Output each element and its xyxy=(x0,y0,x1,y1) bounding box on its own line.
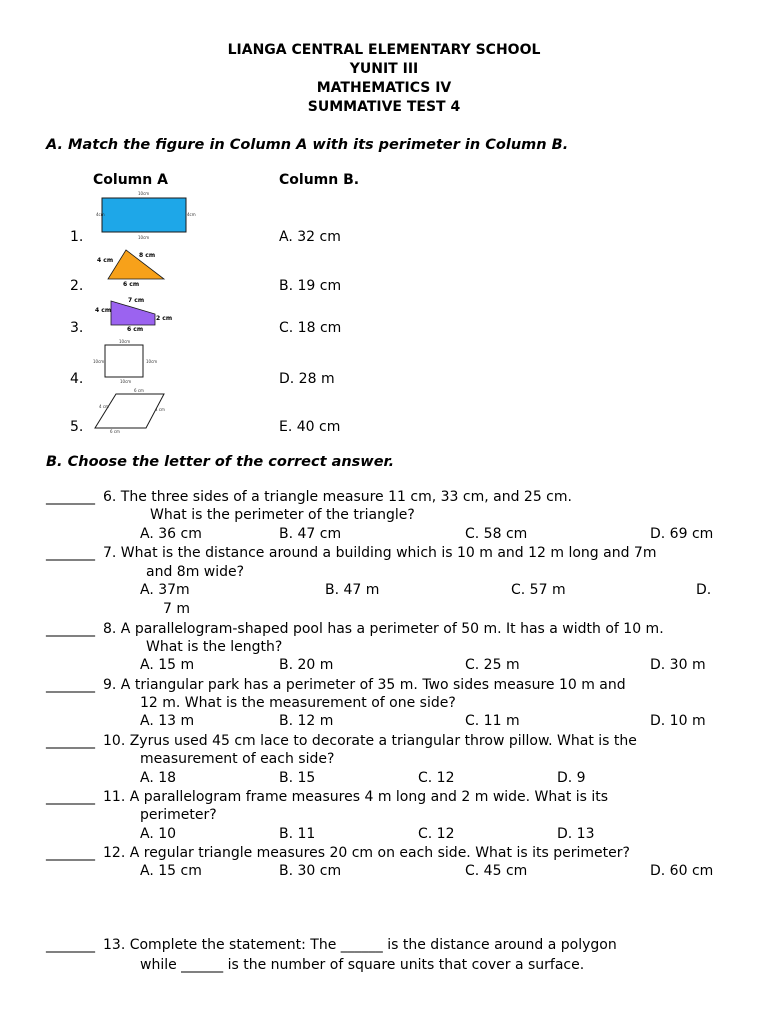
q10-choice-b: B. 15 xyxy=(279,770,316,786)
parallelogram-right-label: 4 cm xyxy=(155,407,165,412)
q8-choice-d: D. 30 m xyxy=(650,657,706,673)
trapezoid-right-label: 2 cm xyxy=(156,315,173,322)
q11-choice-d: D. 13 xyxy=(557,826,595,842)
question-6-cont: What is the perimeter of the triangle? xyxy=(150,507,415,523)
parallelogram-bottom-label: 6 cm xyxy=(110,429,120,434)
q7-choice-a: A. 37m xyxy=(140,582,190,598)
figure-square xyxy=(92,338,158,386)
part-a-instruction: A. Match the figure in Column A with its perimeter in Column B. xyxy=(46,137,569,153)
rect-left-label: 4cm xyxy=(96,212,105,217)
q9-choice-b: B. 12 m xyxy=(279,713,334,729)
q7-choice-d-value: 7 m xyxy=(163,601,190,617)
q7-choice-d: D. xyxy=(696,582,712,598)
school-name: LIANGA CENTRAL ELEMENTARY SCHOOL xyxy=(227,42,541,58)
q12-choice-d: D. 60 cm xyxy=(650,863,714,879)
question-8: 8. A parallelogram-shaped pool has a perimeter of 50 m. It has a width of 10 m. xyxy=(103,621,664,637)
square-right-label: 10cm xyxy=(146,359,158,364)
unit-title: YUNIT III xyxy=(349,61,419,77)
answer-a: A. 32 cm xyxy=(279,229,341,245)
parallelogram-left-label: 4 cm xyxy=(99,404,109,409)
trapezoid-left-label: 4 cm xyxy=(95,307,112,314)
q9-choice-a: A. 13 m xyxy=(140,713,195,729)
answer-blank: _______ xyxy=(46,489,95,505)
q8-choice-c: C. 25 m xyxy=(465,657,520,673)
square-top-label: 10cm xyxy=(119,339,131,344)
item-number-1: 1. xyxy=(70,229,84,245)
question-12: 12. A regular triangle measures 20 cm on each side. What is its perimeter? xyxy=(103,845,630,861)
answer-c: C. 18 cm xyxy=(279,320,342,336)
triangle-side-b-label: 8 cm xyxy=(139,252,156,259)
answer-blank: _______ xyxy=(46,545,95,561)
answer-blank: _______ xyxy=(46,677,95,693)
item-number-4: 4. xyxy=(70,371,84,387)
answer-e: E. 40 cm xyxy=(279,419,341,435)
trapezoid-top-label: 7 cm xyxy=(128,297,145,304)
answer-blank: _______ xyxy=(46,937,95,953)
q11-choice-a: A. 10 xyxy=(140,826,177,842)
question-11-cont: perimeter? xyxy=(140,807,217,823)
q7-choice-b: B. 47 m xyxy=(325,582,380,598)
q8-choice-a: A. 15 m xyxy=(140,657,195,673)
question-7-cont: and 8m wide? xyxy=(146,564,245,580)
q6-choice-a: A. 36 cm xyxy=(140,526,202,542)
answer-blank: _______ xyxy=(46,621,95,637)
question-7: 7. What is the distance around a building which is 10 m and 12 m long and 7m xyxy=(103,545,657,561)
question-10: 10. Zyrus used 45 cm lace to decorate a triangular throw pillow. What is the xyxy=(103,733,637,749)
column-b-header: Column B. xyxy=(279,172,360,188)
item-number-2: 2. xyxy=(70,278,84,294)
q12-choice-a: A. 15 cm xyxy=(140,863,202,879)
question-8-cont: What is the length? xyxy=(146,639,283,655)
triangle-side-c-label: 6 cm xyxy=(123,281,140,288)
q10-choice-c: C. 12 xyxy=(418,770,455,786)
question-6: 6. The three sides of a triangle measure 11 cm, 33 cm, and 25 cm. xyxy=(103,489,572,505)
item-number-5: 5. xyxy=(70,419,84,435)
answer-blank: _______ xyxy=(46,845,95,861)
q9-choice-c: C. 11 m xyxy=(465,713,520,729)
square-left-label: 10cm xyxy=(93,359,105,364)
question-9: 9. A triangular park has a perimeter of 35 m. Two sides measure 10 m and xyxy=(103,677,626,693)
subject-title: MATHEMATICS IV xyxy=(316,80,452,96)
column-a-header: Column A xyxy=(93,172,168,188)
answer-b: B. 19 cm xyxy=(279,278,342,294)
q8-choice-b: B. 20 m xyxy=(279,657,334,673)
trapezoid-bottom-label: 6 cm xyxy=(127,326,144,333)
parallelogram-top-label: 6 cm xyxy=(134,388,144,393)
rect-right-label: 4cm xyxy=(187,212,196,217)
question-13-cont: while ______ is the number of square units that cover a surface. xyxy=(140,957,585,973)
answer-blank: _______ xyxy=(46,789,95,805)
question-13: 13. Complete the statement: The ______ is the distance around a polygon xyxy=(103,937,617,953)
figure-parallelogram xyxy=(90,387,168,433)
q11-choice-b: B. 11 xyxy=(279,826,316,842)
figure-triangle xyxy=(96,247,168,289)
figure-trapezoid xyxy=(94,297,172,333)
triangle-side-a-label: 4 cm xyxy=(97,257,114,264)
q11-choice-c: C. 12 xyxy=(418,826,455,842)
answer-d: D. 28 m xyxy=(279,371,335,387)
answer-blank: _______ xyxy=(46,733,95,749)
item-number-3: 3. xyxy=(70,320,84,336)
q10-choice-a: A. 18 xyxy=(140,770,177,786)
q12-choice-b: B. 30 cm xyxy=(279,863,342,879)
part-b-instruction: B. Choose the letter of the correct answer. xyxy=(46,454,395,470)
rect-top-label: 10cm xyxy=(138,191,150,196)
question-10-cont: measurement of each side? xyxy=(140,751,335,767)
question-11: 11. A parallelogram frame measures 4 m long and 2 m wide. What is its xyxy=(103,789,609,805)
q7-choice-c: C. 57 m xyxy=(511,582,566,598)
q12-choice-c: C. 45 cm xyxy=(465,863,528,879)
q9-choice-d: D. 10 m xyxy=(650,713,706,729)
figure-rectangle xyxy=(96,190,196,242)
q10-choice-d: D. 9 xyxy=(557,770,586,786)
q6-choice-c: C. 58 cm xyxy=(465,526,528,542)
q6-choice-d: D. 69 cm xyxy=(650,526,714,542)
square-bottom-label: 10cm xyxy=(120,379,132,384)
test-title: SUMMATIVE TEST 4 xyxy=(307,99,461,115)
rect-bottom-label: 10cm xyxy=(138,235,150,240)
question-9-cont: 12 m. What is the measurement of one side? xyxy=(140,695,456,711)
q6-choice-b: B. 47 cm xyxy=(279,526,342,542)
